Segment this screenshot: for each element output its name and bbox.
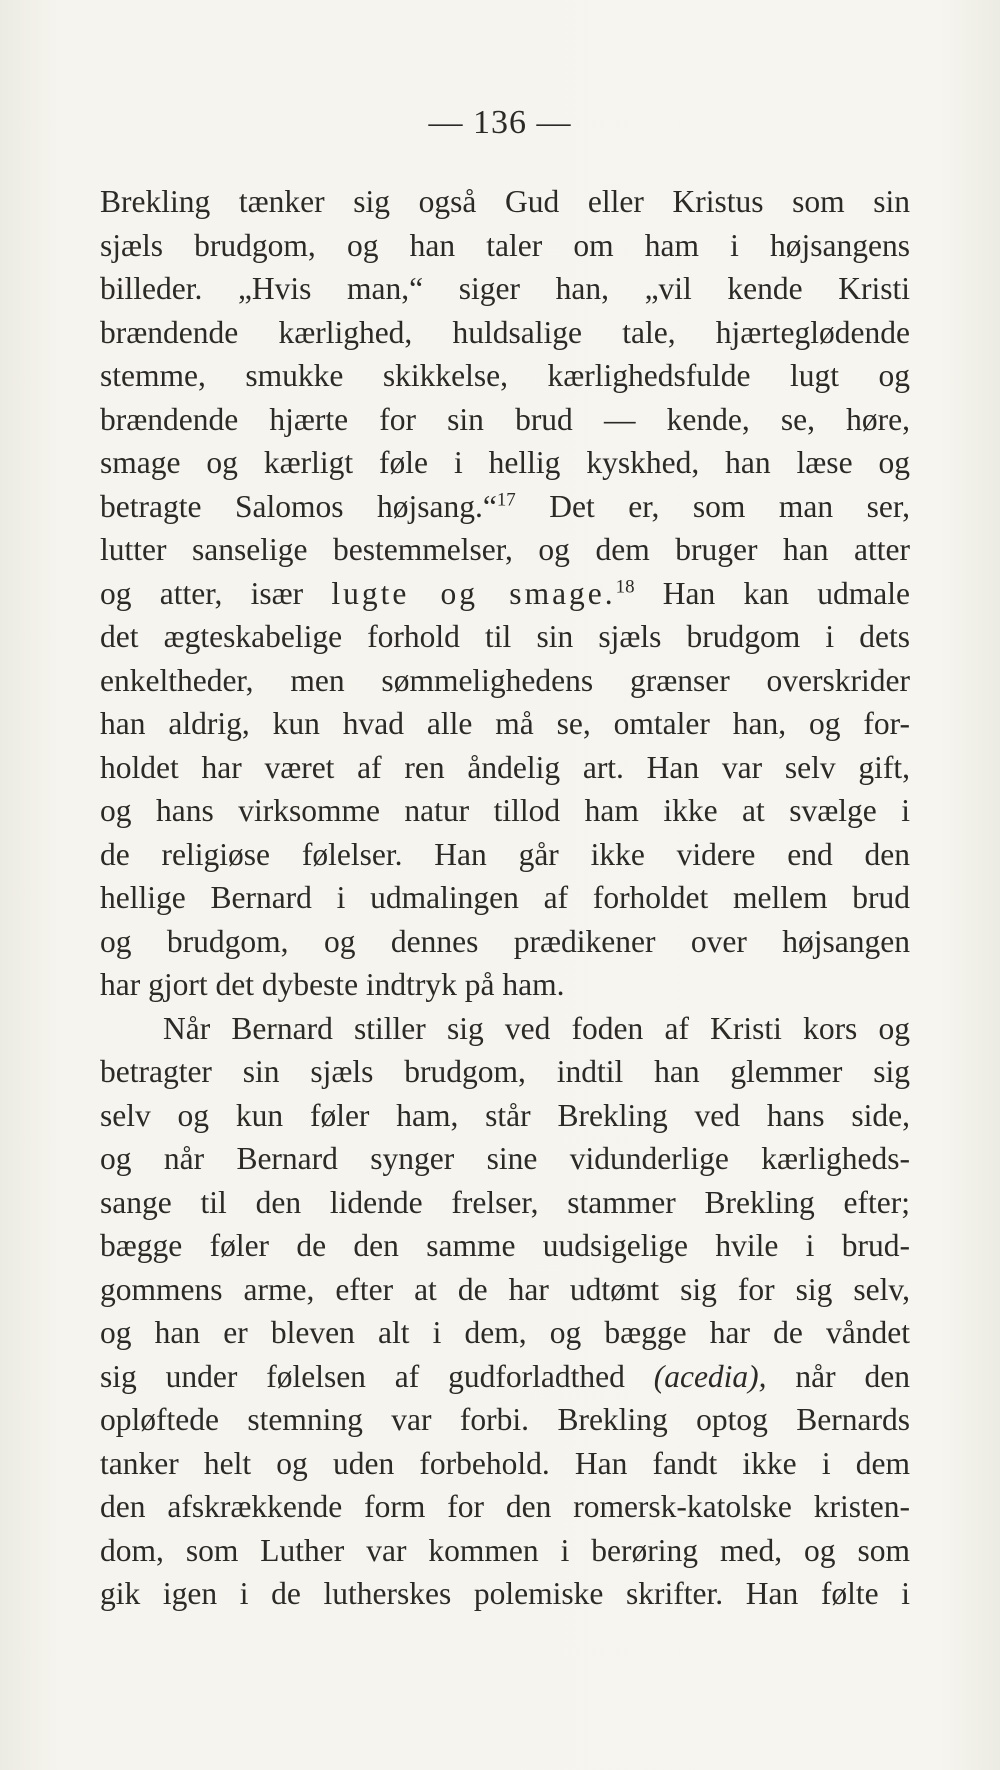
text-line: sange til den lidende frelser, stammer Brekling efter; [100,1184,910,1220]
text-line: hellige Bernard i udmalingen af forholdet mellem brud [100,880,910,915]
text-line: og hans virksomme natur tillod ham ikke at svælge i [100,793,910,828]
text-run: sig under følelsen af gudforladthed [100,1358,654,1394]
text-line: gik igen i de lutherskes polemiske skrifter. Han følte i [100,1576,910,1611]
text-line: betragter sin sjæls brudgom, indtil han glemmer sig [100,1054,910,1089]
text-run: og atter, især [100,575,332,611]
emphasized-text: lugte og smage. [331,575,616,611]
text-line: de religiøse følelser. Han går ikke videre end den [100,836,910,872]
text-line: selv og kun føler ham, står Brekling ved hans side, [100,1097,910,1133]
text-run: Han kan udmale [634,575,910,611]
text-line: Når Bernard stiller sig ved foden af Kristi kors og [163,1010,910,1046]
text-line: Brekling tænker sig også Gud eller Kristus som sin [100,184,910,219]
text-line: og han er bleven alt i dem, og bægge har de våndet [100,1315,910,1350]
text-line [100,485,910,529]
text-line [100,1355,910,1399]
page-number-header: — 136 — [428,104,572,141]
text-line: bægge føler de den samme uudsigelige hvile i brud- [100,1228,910,1263]
text-line: gommens arme, efter at de har udtømt sig for sig selv, [100,1271,910,1307]
text-line [100,572,910,616]
text-line: den afskrækkende form for den romersk-katolske kristen- [100,1489,910,1524]
text-line: enkeltheder, men sømmelighedens grænser overskrider [100,662,910,698]
text-line: holdet har været af ren åndelig art. Han var selv gift, [100,749,910,785]
text-run: når den [766,1358,910,1394]
footnote-ref-17: 17 [496,489,516,510]
text-line: dom, som Luther var kommen i berøring med, og som [100,1532,910,1568]
text-line: og når Bernard synger sine vidunderlige kærligheds- [100,1141,910,1176]
text-line: tanker helt og uden forbehold. Han fandt ikke i dem [100,1445,910,1481]
footnote-ref-18: 18 [615,576,635,597]
text-run: betragte Salomos højsang.“ [100,488,497,524]
text-run: Det er, som man ser, [515,488,910,524]
text-line: sjæls brudgom, og han taler om ham i højsangens [100,227,910,263]
text-line: og brudgom, og dennes prædikener over højsangen [100,923,910,959]
text-line: brændende hjærte for sin brud — kende, se, høre, [100,401,910,437]
text-line: han aldrig, kun hvad alle må se, omtaler han, og for- [100,706,910,741]
text-line: billeder. „Hvis man,“ siger han, „vil kende Kristi [100,271,910,306]
text-line: har gjort det dybeste indtryk på ham. [100,967,565,1002]
italic-term: (acedia), [653,1358,767,1394]
text-line: smage og kærligt føle i hellig kyskhed, han læse og [100,445,910,480]
body-text [100,180,910,1616]
text-line: det ægteskabelige forhold til sin sjæls brudgom i dets [100,619,910,654]
text-line: lutter sanselige bestemmelser, og dem bruger han atter [100,532,910,567]
text-line: brændende kærlighed, huldsalige tale, hjærteglødende [100,314,910,350]
text-line: stemme, smukke skikkelse, kærlighedsfulde lugt og [100,358,910,393]
text-line: opløftede stemning var forbi. Brekling optog Bernards [100,1402,910,1437]
